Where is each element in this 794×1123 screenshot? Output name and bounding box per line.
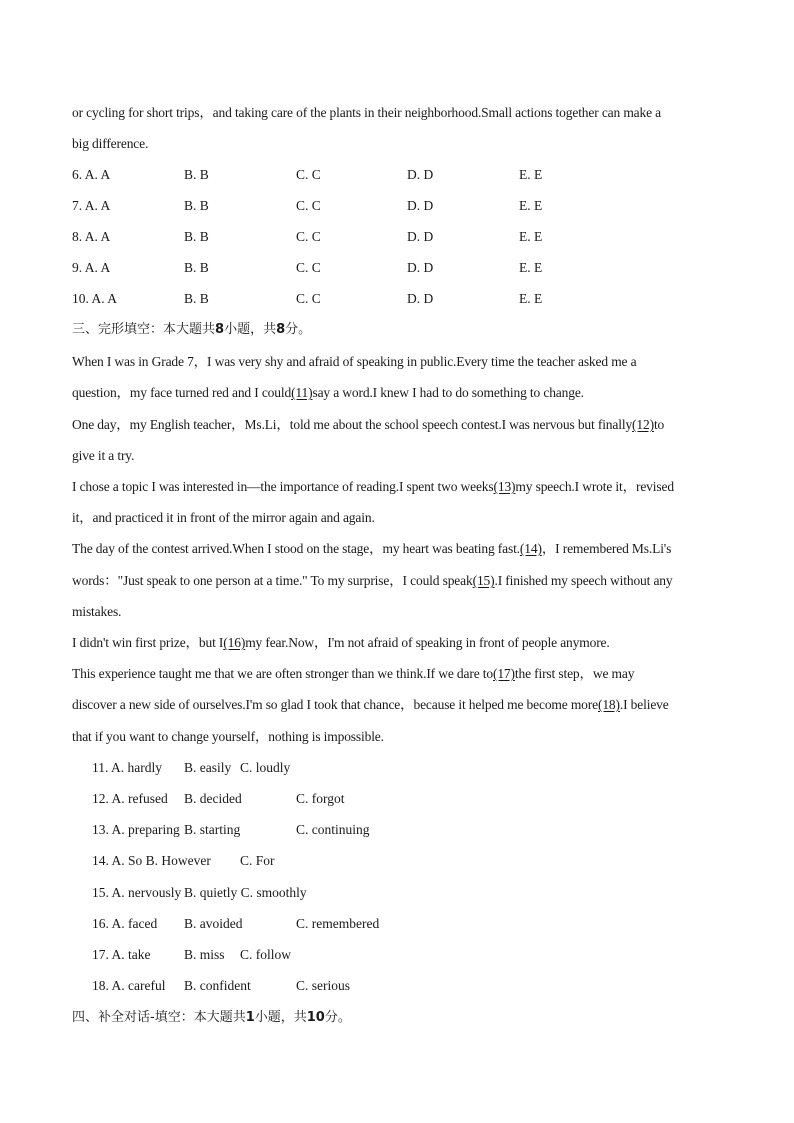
option-a: 8. A. A	[72, 229, 111, 244]
option-d: D. D	[407, 198, 434, 213]
option-a: 18. A. careful	[92, 978, 166, 993]
blank-16: (16)	[223, 635, 246, 650]
passage-line-13: that if you want to change yourself，nothing is impossible.	[72, 729, 384, 744]
passage-text: question，my face turned red and I could	[72, 385, 292, 400]
passage-text: One day，my English teacher，Ms.Li，told me about the school speech contest.I was nervous but finally	[72, 417, 633, 432]
option-c: C. remembered	[296, 916, 380, 931]
intro-line-1: or cycling for short trips，and taking care of the plants in their neighborhood.Small actions together can make a	[72, 105, 662, 120]
passage-line-11	[72, 665, 634, 683]
option-c: C. C	[296, 167, 321, 182]
option-a: 10. A. A	[72, 291, 118, 306]
option-d: D. D	[407, 229, 434, 244]
option-b: B. B	[184, 198, 209, 213]
option-e: E. E	[519, 260, 543, 275]
option-b: B. quietly C. smoothly	[184, 885, 307, 900]
passage-text: I didn't win first prize，but I	[72, 635, 224, 650]
passage-text: discover a new side of ourselves.I'm so glad I took that chance，because it helped me become more	[72, 697, 598, 712]
option-c: C. forgot	[296, 791, 345, 806]
passage-text: The day of the contest arrived.When I stood on the stage，my heart was beating fast.	[72, 541, 520, 556]
passage-line-10	[72, 634, 610, 652]
option-e: E. E	[519, 291, 543, 306]
passage-line-9: mistakes.	[72, 604, 122, 619]
blank-18: (18)	[597, 697, 620, 712]
blank-14: (14)	[519, 541, 542, 556]
passage-line-12	[72, 696, 669, 714]
option-d: D. D	[407, 167, 434, 182]
passage-text: .I believe	[619, 697, 669, 712]
option-b: B. B	[184, 167, 209, 182]
passage-text: words："Just speak to one person at a time." To my surprise，I could speak	[72, 573, 473, 588]
option-a: 16. A. faced	[92, 916, 158, 931]
passage-line-3	[72, 416, 664, 434]
section-3-heading	[72, 321, 311, 339]
heading-text: 四、补全对话-填空：本大题共	[72, 1010, 246, 1025]
passage-text: say a word.I knew I had to do something to change.	[312, 385, 584, 400]
heading-text: 三、完形填空：本大题共	[72, 322, 216, 337]
passage-text: to	[653, 417, 665, 432]
section-4-heading	[72, 1009, 351, 1027]
option-d: D. D	[407, 260, 434, 275]
option-a: 9. A. A	[72, 260, 111, 275]
passage-line-1: When I was in Grade 7，I was very shy and afraid of speaking in public.Every time the teacher asked me a	[72, 354, 637, 369]
option-a: 13. A. preparing	[92, 822, 180, 837]
question-count: 8	[215, 322, 225, 337]
points-count: 10	[306, 1010, 325, 1025]
option-c: C. serious	[296, 978, 350, 993]
option-b: B. B	[184, 229, 209, 244]
option-e: E. E	[519, 198, 543, 213]
option-d: D. D	[407, 291, 434, 306]
passage-line-2	[72, 384, 584, 402]
option-e: E. E	[519, 229, 543, 244]
option-a: 6. A. A	[72, 167, 111, 182]
points-count: 8	[276, 322, 286, 337]
passage-line-5	[72, 478, 674, 496]
passage-text: ，I remembered Ms.Li's	[541, 541, 672, 556]
passage-text: .I finished my speech without any	[494, 573, 673, 588]
option-a: 17. A. take	[92, 947, 151, 962]
passage-text: This experience taught me that we are often stronger than we think.If we dare to	[72, 666, 493, 681]
blank-12: (12)	[632, 417, 654, 432]
option-c: C. C	[296, 198, 321, 213]
passage-line-7	[72, 540, 671, 558]
passage-text: I chose a topic I was interested in—the importance of reading.I spent two weeks	[72, 479, 494, 494]
passage-text: my speech.I wrote it，revised	[515, 479, 674, 494]
option-c: C. loudly	[240, 760, 291, 775]
heading-text: 分。	[285, 322, 312, 337]
option-c: C. For	[240, 853, 275, 868]
option-c: C. C	[296, 229, 321, 244]
option-b: B. starting	[184, 822, 241, 837]
passage-line-6: it，and practiced it in front of the mirror again and again.	[72, 510, 375, 525]
option-b: B. B	[184, 260, 209, 275]
heading-text: 小题，共	[254, 1010, 307, 1025]
option-b: B. B	[184, 291, 209, 306]
option-b: B. easily	[184, 760, 232, 775]
option-a: 14. A. So B. However	[92, 853, 211, 868]
blank-13: (13)	[493, 479, 516, 494]
option-c: C. continuing	[296, 822, 370, 837]
heading-text: 分。	[324, 1010, 351, 1025]
passage-line-4: give it a try.	[72, 448, 135, 463]
option-a: 11. A. hardly	[92, 760, 162, 775]
blank-11: (11)	[291, 385, 313, 400]
option-e: E. E	[519, 167, 543, 182]
option-b: B. confident	[184, 978, 251, 993]
option-c: C. follow	[240, 947, 292, 962]
option-a: 7. A. A	[72, 198, 111, 213]
blank-17: (17)	[492, 666, 515, 681]
intro-line-2: big difference.	[72, 136, 149, 151]
heading-text: 小题，共	[224, 322, 277, 337]
option-c: C. C	[296, 291, 321, 306]
blank-15: (15)	[472, 573, 495, 588]
passage-text: the first step，we may	[514, 666, 635, 681]
option-a: 15. A. nervously	[92, 885, 182, 900]
option-b: B. decided	[184, 791, 242, 806]
question-count: 1	[245, 1010, 255, 1025]
passage-text: my fear.Now，I'm not afraid of speaking in front of people anymore.	[245, 635, 610, 650]
option-c: C. C	[296, 260, 321, 275]
option-a: 12. A. refused	[92, 791, 168, 806]
option-b: B. miss	[184, 947, 225, 962]
option-b: B. avoided	[184, 916, 243, 931]
passage-line-8	[72, 572, 673, 590]
